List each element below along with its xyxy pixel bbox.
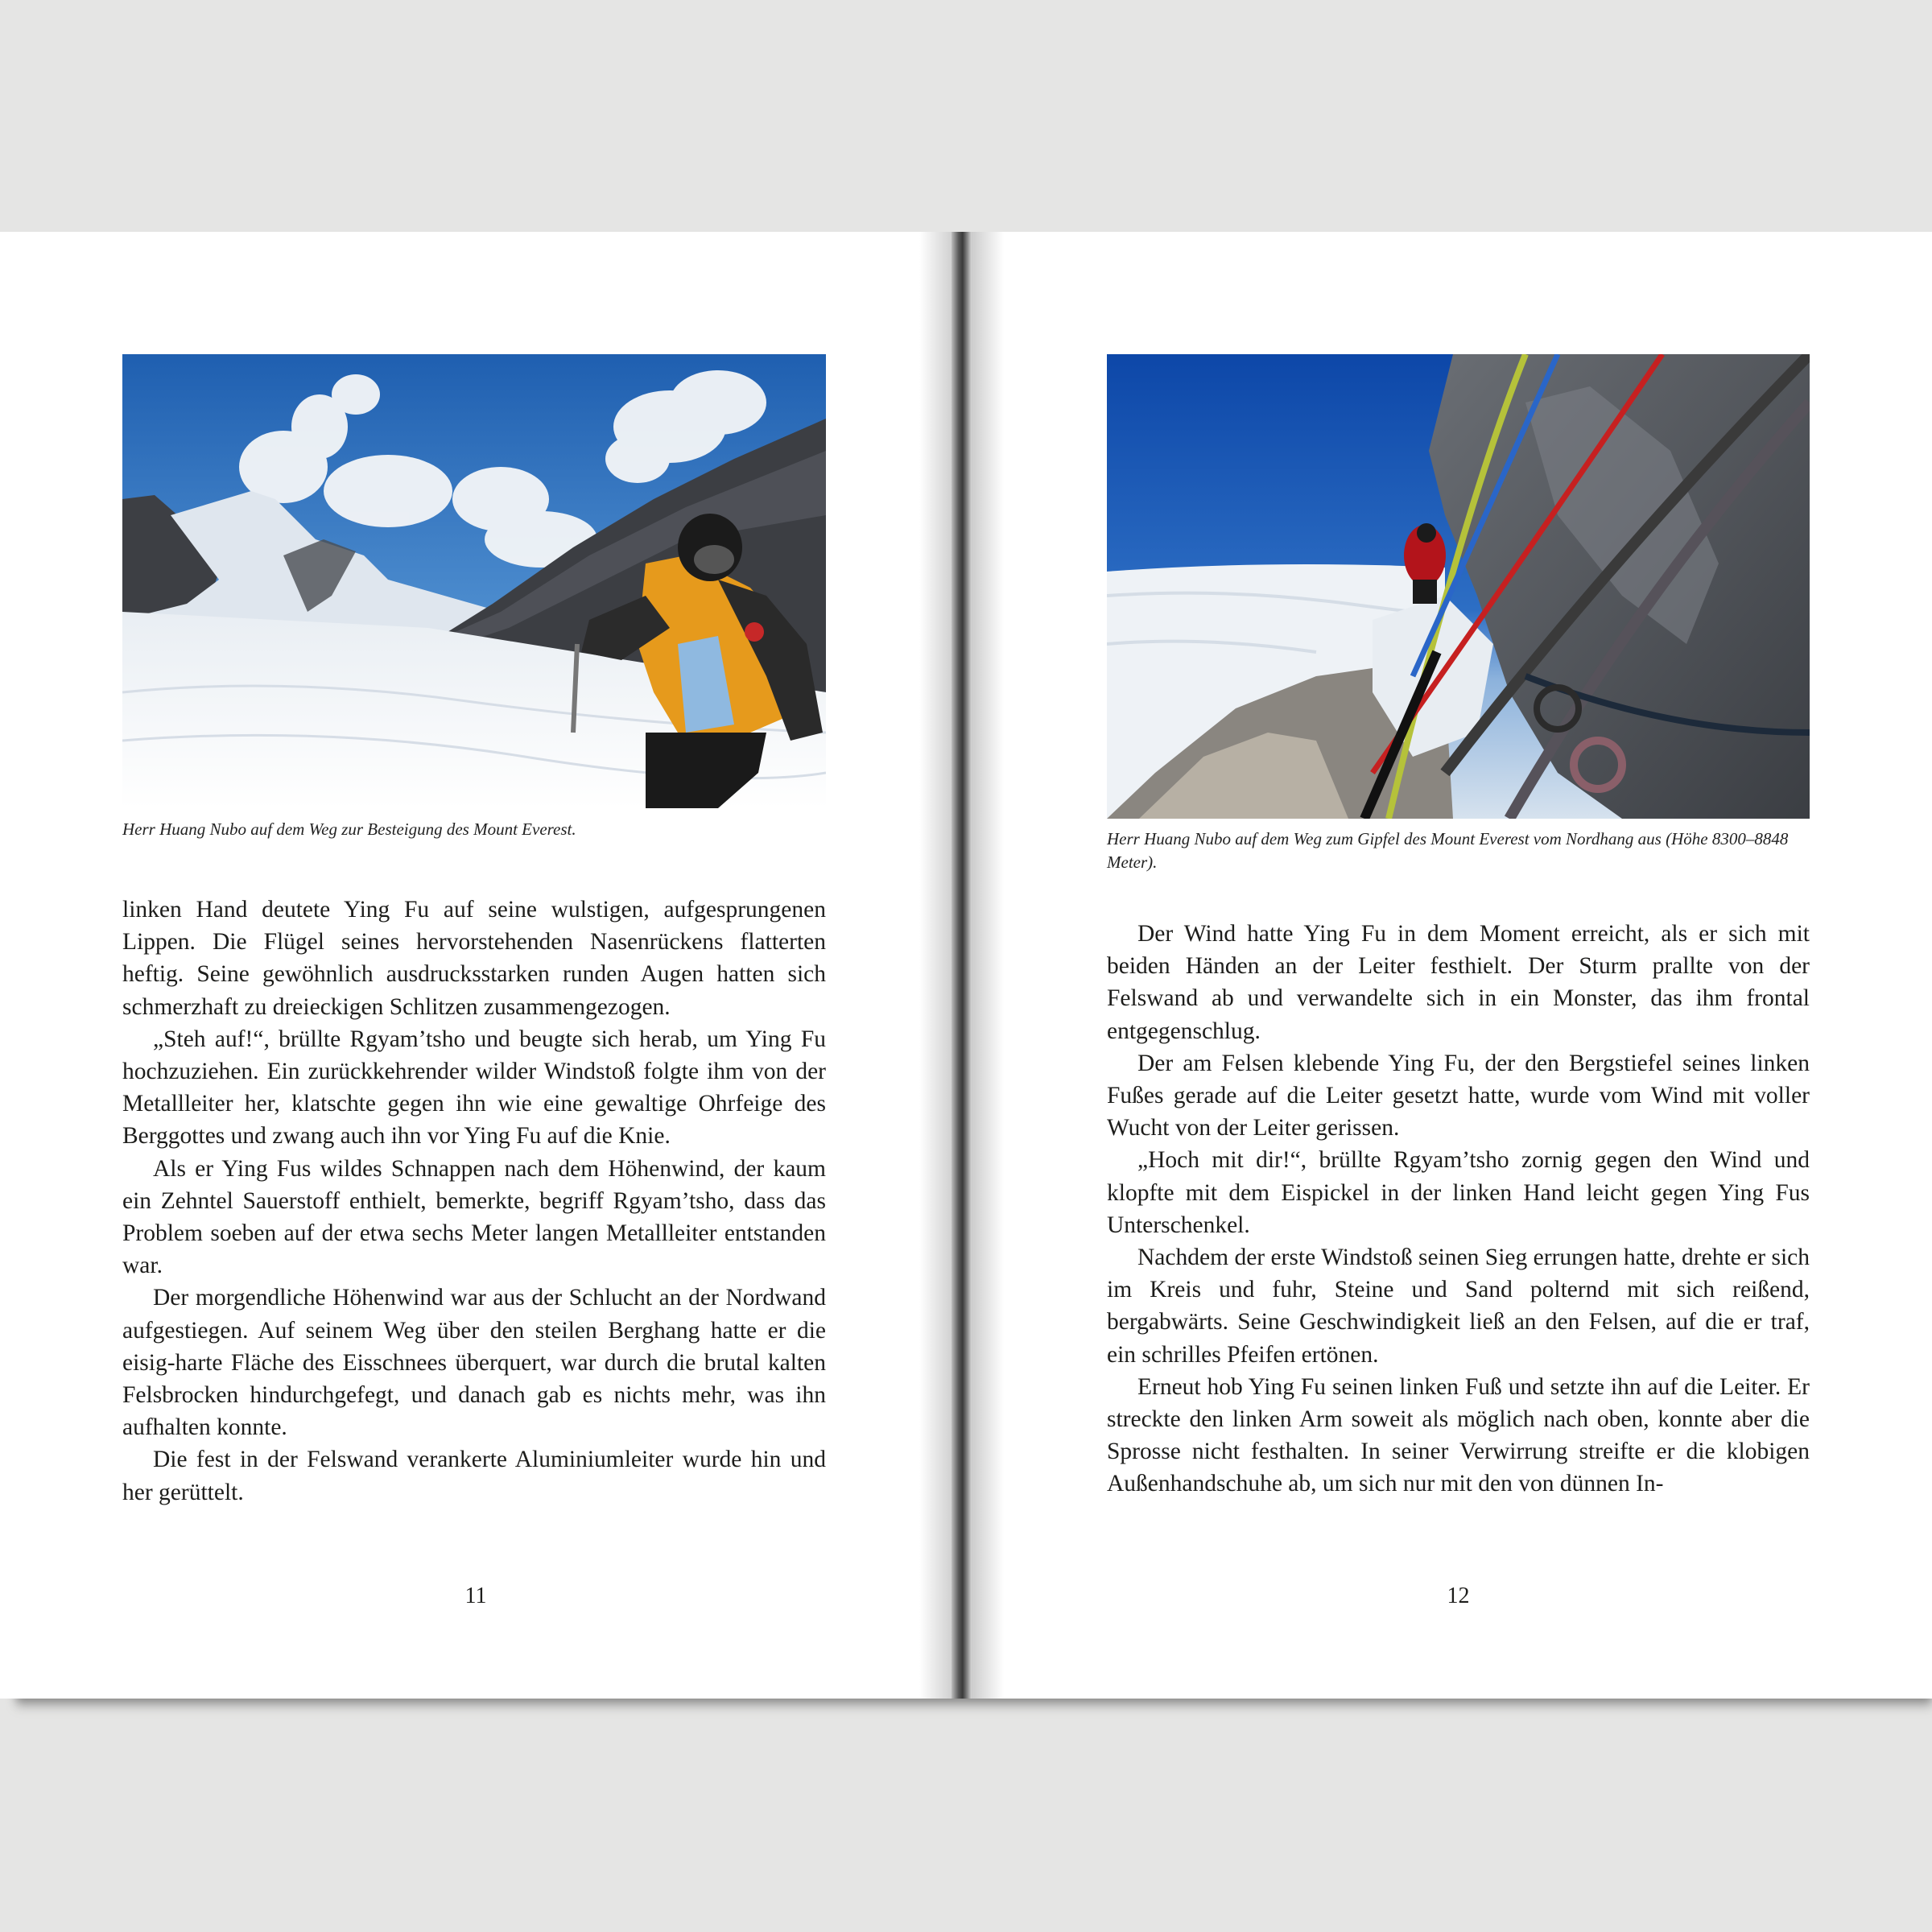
paragraph: Der morgendliche Höhenwind war aus der Schlucht an der Nordwand aufgestiegen. Auf seinem Weg über den steilen Berghang hatte er die eisig-harte Fläche des Eisschnees überquert, war durch die brutal kalten Felsbrocken hindurchgefegt, und danach gab es nichts mehr, was ihn aufhalten konnte.: [122, 1285, 826, 1441]
body-text: [122, 894, 826, 1509]
paragraph: Nachdem der erste Windstoß seinen Sieg errungen hatte, drehte er sich im Kreis und fuhr, Steine und Sand polternd mit sich reißend, bergabwärts. Seine Geschwindigkeit ließ an den Felsen, auf die er traf, ein schrilles Pfeifen ertönen.: [1107, 1245, 1810, 1368]
gutter-shade-right: [972, 232, 1004, 1699]
paragraph: Als er Ying Fus wildes Schnappen nach dem Höhenwind, der kaum ein Zehntel Sauerstoff enthielt, bemerkte, begriff Rgyam’tsho, dass das Problem soeben auf der etwa sechs Meter langen Metallleiter entstanden war.: [122, 1155, 826, 1279]
right-page: [972, 232, 1932, 1699]
paragraph: Erneut hob Ying Fu seinen linken Fuß und setzte ihn auf die Leiter. Er streckte den linken Arm soweit als möglich nach oben, konnte aber die Sprosse nicht festhalten. In seiner Verwirrung streifte er die klobigen Außenhandschuhe ab, um sich nur mit den von dünnen In-: [1107, 1373, 1810, 1497]
left-page: [0, 232, 952, 1699]
book-gutter: [952, 232, 972, 1699]
paragraph: Der am Felsen klebende Ying Fu, der den Bergstiefel seines linken Fußes gerade auf die Leiter gesetzt hatte, wurde vom Wind mit voller Wucht von der Leiter gerissen.: [1107, 1050, 1810, 1141]
page-number: 11: [464, 1583, 487, 1608]
paragraph: linken Hand deutete Ying Fu auf seine wulstigen, aufgesprungenen Lippen. Die Flügel seines hervorstehenden Nasenrückens flatterten heftig. Seine gewöhnlich ausdrucksstarken runden Augen hatten sich schmerzhaft zu dreieckigen Schlitzen zusammengezogen.: [122, 897, 826, 1020]
mountaineer-snowfield-photo: [122, 354, 826, 808]
paragraph: Die fest in der Felswand verankerte Aluminiumleiter wurde hin und her gerüttelt.: [122, 1447, 826, 1505]
gutter-shade-left: [919, 232, 952, 1699]
climber-fixed-ropes-photo: [1107, 354, 1810, 819]
paragraph: Der Wind hatte Ying Fu in dem Moment erreicht, als er sich mit beiden Händen an der Leiter festhielt. Der Sturm prallte von der Felswand ab und verwandelte sich in ein Monster, das ihm frontal entgegenschlug.: [1107, 921, 1810, 1044]
page-number: 12: [1447, 1583, 1470, 1608]
photo-caption: Herr Huang Nubo auf dem Weg zur Besteigung des Mount Everest.: [122, 819, 576, 839]
paragraph: „Hoch mit dir!“, brüllte Rgyam’tsho zornig gegen den Wind und klopfte mit dem Eispickel in der linken Hand leicht gegen Ying Fus Unterschenkel.: [1107, 1147, 1810, 1238]
body-text: [1107, 918, 1810, 1501]
photo-caption: Herr Huang Nubo auf dem Weg zum Gipfel des Mount Everest vom Nordhang aus (Höhe 8300–8848 Meter).: [1107, 829, 1789, 872]
paragraph: „Steh auf!“, brüllte Rgyam’tsho und beugte sich herab, um Ying Fu hochzuziehen. Ein zurückkehrender wilder Windstoß folgte ihm von der Metallleiter her, klatschte gegen ihn wie eine gewaltige Ohrfeige des Berggottes und zwang auch ihn vor Ying Fu auf die Knie.: [122, 1026, 826, 1150]
